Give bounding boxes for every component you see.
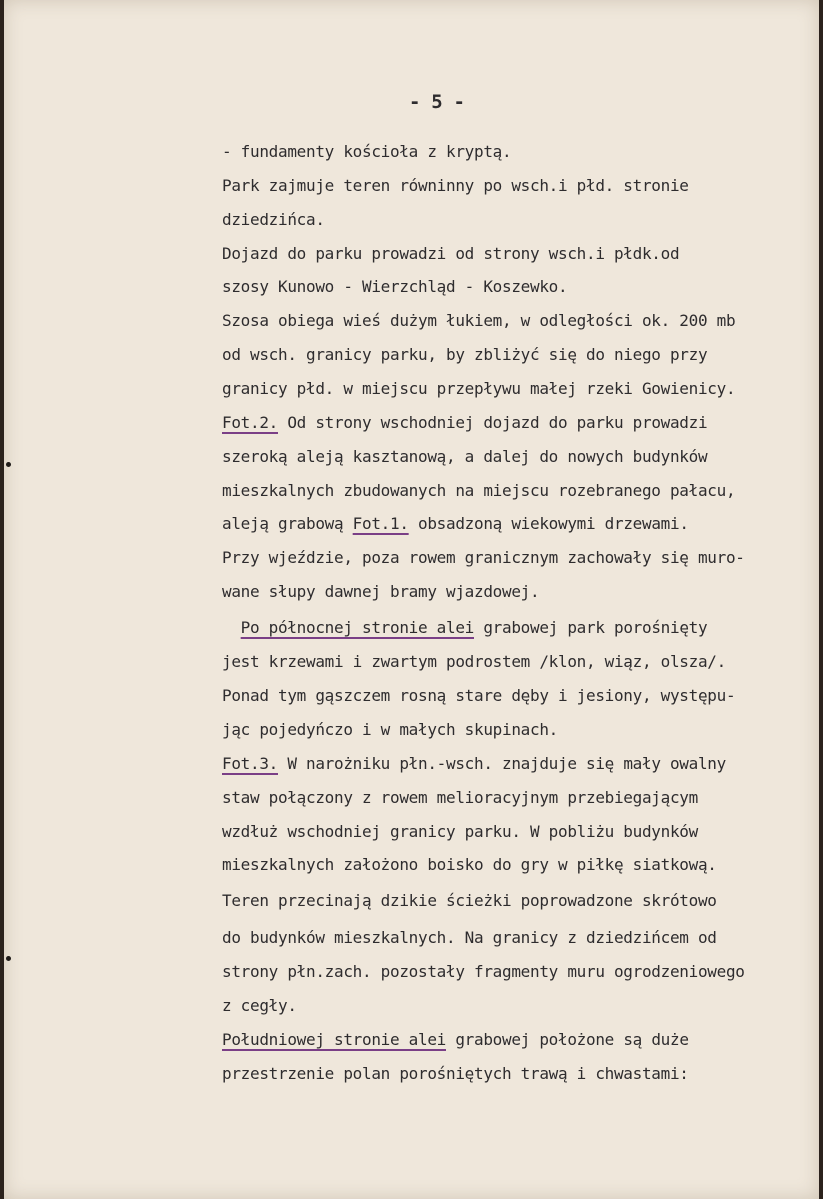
text-line: granicy płd. w miejscu przepływu małej rzeki Gowienicy. (222, 379, 736, 398)
hole-punch-mark (6, 462, 11, 467)
text-line: Dojazd do parku prowadzi od strony wsch.i płdk.od (222, 244, 680, 263)
text-line: Przy wjeździe, poza rowem granicznym zachowały się muro- (222, 548, 745, 567)
underlined-phrase: Południowej stronie alei (222, 1030, 446, 1049)
photo-reference: Fot.3. (222, 754, 278, 773)
photo-reference: Fot.1. (352, 514, 409, 533)
text-line: z cegły. (222, 996, 297, 1015)
text-line: Fot.3. W narożniku płn.-wsch. znajduje się mały owalny (222, 754, 726, 773)
text-line: szosy Kunowo - Wierzchląd - Koszewko. (222, 277, 568, 296)
text-line: wane słupy dawnej bramy wjazdowej. (222, 582, 540, 601)
text-line: staw połączony z rowem melioracyjnym przebiegającym (222, 788, 698, 807)
text-line: do budynków mieszkalnych. Na granicy z dziedzińcem od (222, 928, 717, 947)
underlined-phrase: Po północnej stronie alei (240, 618, 474, 637)
document-page (4, 0, 819, 1199)
text-line: Ponad tym gąszczem rosną stare dęby i jesiony, występu- (222, 686, 736, 705)
text-line: aleją grabową Fot.1. obsadzoną wiekowymi drzewami. (222, 514, 689, 533)
text-line: jąc pojedyńczo i w małych skupinach. (222, 720, 558, 739)
photo-reference: Fot.2. (222, 413, 278, 432)
text-line: Południowej stronie alei grabowej położone są duże (222, 1030, 689, 1049)
text-line: przestrzenie polan porośniętych trawą i chwastami: (222, 1064, 689, 1083)
text-line: strony płn.zach. pozostały fragmenty muru ogrodzeniowego (222, 962, 745, 981)
text-line: od wsch. granicy parku, by zbliżyć się do niego przy (222, 345, 708, 364)
text-line: szeroką aleją kasztanową, a dalej do nowych budynków (222, 447, 708, 466)
text-line: dziedzińca. (222, 210, 325, 229)
text-line: Po północnej stronie alei grabowej park porośnięty (240, 618, 708, 637)
text-line: Fot.2. Od strony wschodniej dojazd do parku prowadzi (222, 413, 708, 432)
text-line: wzdłuż wschodniej granicy parku. W pobliżu budynków (222, 822, 698, 841)
hole-punch-mark (6, 956, 11, 961)
text-line: - fundamenty kościoła z kryptą. (222, 142, 512, 161)
text-line: jest krzewami i zwartym podrostem /klon, wiąz, olsza/. (222, 652, 726, 671)
text-line: Teren przecinają dzikie ścieżki poprowadzone skrótowo (222, 891, 717, 910)
page-number: - 5 - (409, 91, 465, 113)
text-line: mieszkalnych zbudowanych na miejscu rozebranego pałacu, (222, 481, 736, 500)
text-line: Szosa obiega wieś dużym łukiem, w odległości ok. 200 mb (222, 311, 736, 330)
text-line: mieszkalnych założono boisko do gry w piłkę siatkową. (222, 855, 717, 874)
text-line: Park zajmuje teren równinny po wsch.i płd. stronie (222, 176, 689, 195)
